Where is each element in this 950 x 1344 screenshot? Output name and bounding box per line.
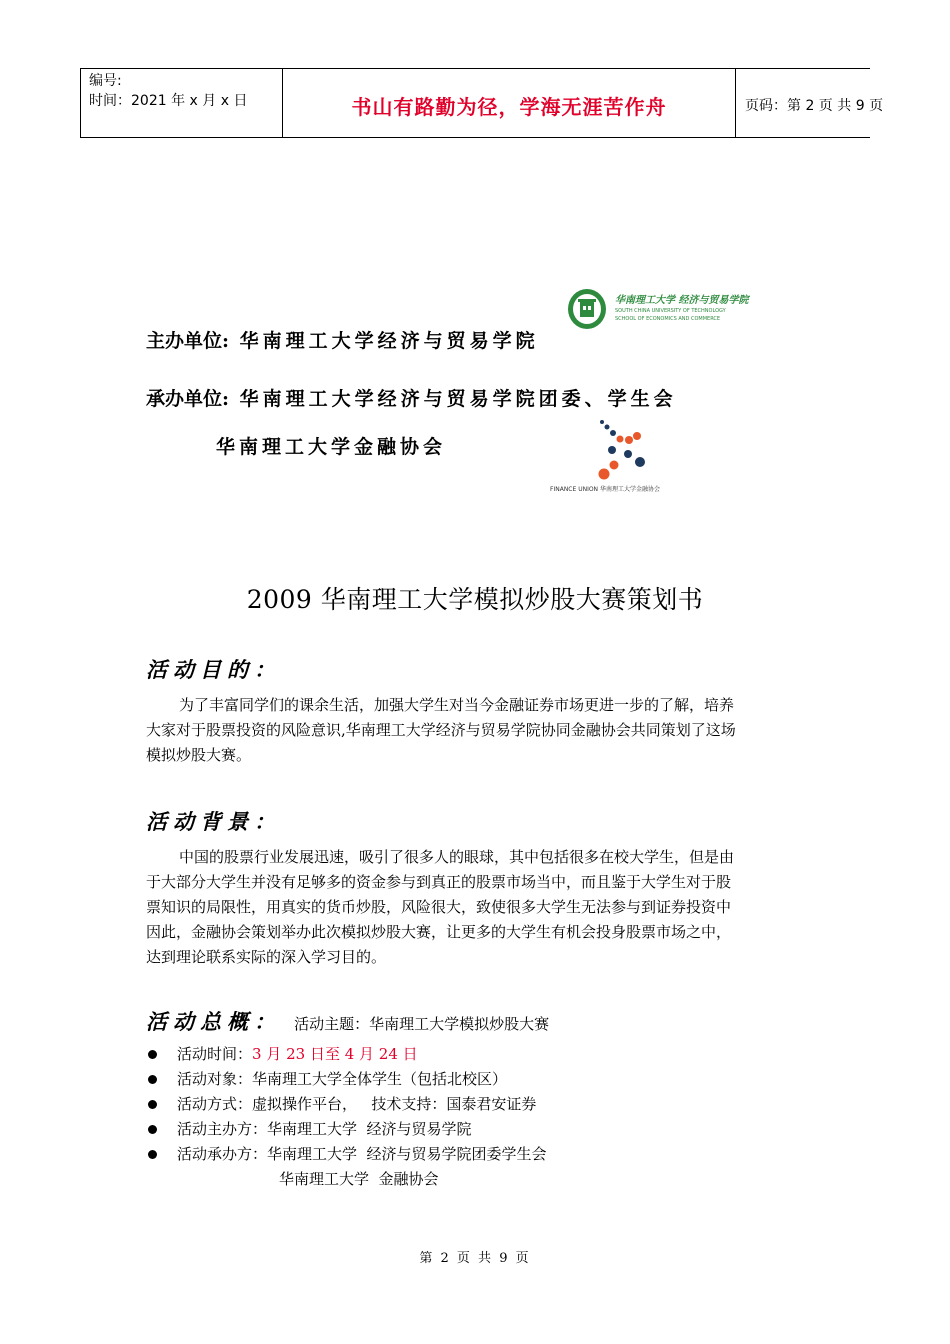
item-label: 活动对象：: [177, 1070, 253, 1088]
background-line-5: 达到理论联系实际的深入学习目的。: [146, 948, 387, 966]
school-emblem-icon: [567, 288, 607, 330]
item-label: 活动时间：: [177, 1045, 253, 1063]
co-host-line: [146, 384, 677, 411]
bullet-icon: [148, 1100, 157, 1109]
background-paragraph: [146, 845, 826, 970]
host-line: [146, 326, 539, 353]
header-meta-cell: [80, 69, 283, 137]
page-label: 页码：第 2 页 共 9 页: [745, 98, 884, 114]
host-label: 主办单位:: [146, 330, 230, 352]
page-header: [80, 68, 884, 138]
motto: 书山有路勤为径，学海无涯苦作舟: [351, 95, 667, 119]
page-footer: 第 2 页 共 9 页: [419, 1251, 531, 1266]
item-value: 华南理工大学 经济与贸易学院团委学生会: [267, 1145, 547, 1163]
host-name: 华南理工大学经济与贸易学院: [239, 330, 539, 352]
school-logo-cn: 华南理工大学 经济与贸易学院: [615, 295, 749, 306]
finance-logo-cn: 华南理工大学金融协会: [599, 486, 660, 493]
finance-logo-en: FINANCE UNION: [550, 486, 599, 493]
purpose-paragraph: [146, 693, 826, 768]
school-logo: [567, 288, 767, 332]
background-line-1: 中国的股票行业发展迅速，吸引了很多人的眼球，其中包括很多在校大学生，但是由: [179, 848, 735, 866]
co-host-name-1: 华南理工大学经济与贸易学院团委、学生会: [239, 388, 677, 410]
bullet-icon: [148, 1125, 157, 1134]
background-line-3: 票知识的局限性，用真实的货币炒股，风险很大，致使很多大学生无法参与到证券投资中: [146, 898, 732, 916]
background-heading: 活动背景：: [146, 809, 281, 834]
item-label: 活动承办方：: [177, 1145, 268, 1163]
item-value: 虚拟操作平台， 技术支持：国泰君安证券: [252, 1095, 537, 1113]
purpose-line-2: 大家对于股票投资的风险意识,华南理工大学经济与贸易学院协同金融协会共同策划了这场: [146, 721, 736, 739]
school-logo-en-1: SOUTH CHINA UNIVERSITY OF TECHNOLOGY: [615, 308, 726, 314]
school-logo-en-2: SCHOOL OF ECONOMICS AND COMMERCE: [615, 316, 721, 322]
overview-theme: 活动主题：华南理工大学模拟炒股大赛: [294, 1015, 550, 1033]
bullet-icon: [148, 1050, 157, 1059]
item-value: 华南理工大学 金融协会: [279, 1170, 439, 1188]
activity-date: 3 月 23 日至 4 月 24 日: [252, 1045, 418, 1063]
time-label: 时间：2021 年 x 月 x 日: [89, 93, 248, 109]
item-label: 活动方式：: [177, 1095, 253, 1113]
finance-logo: [550, 418, 660, 498]
item-label: 活动主办方：: [177, 1120, 268, 1138]
header-motto-cell: [282, 69, 736, 137]
purpose-line-3: 模拟炒股大赛。: [146, 746, 252, 764]
number-label: 编号:: [89, 73, 122, 89]
finance-dots-icon: [554, 418, 654, 484]
background-line-4: 因此，金融协会策划举办此次模拟炒股大赛，让更多的大学生有机会投身股票市场之中，: [146, 923, 732, 941]
header-page-cell: [735, 69, 884, 137]
co-host-name-2: 华南理工大学金融协会: [216, 436, 447, 458]
item-value: 华南理工大学全体学生（包括北校区）: [252, 1070, 508, 1088]
item-value: 华南理工大学 经济与贸易学院: [267, 1120, 472, 1138]
co-host-label: 承办单位:: [146, 388, 230, 410]
finance-logo-text: [550, 484, 660, 493]
overview-heading: 活动总概：: [146, 1009, 281, 1034]
document-title: 2009 华南理工大学模拟炒股大赛策划书: [246, 585, 704, 614]
overview-heading-line: [146, 1006, 549, 1036]
purpose-heading: 活动目的：: [146, 657, 281, 682]
background-line-2: 于大部分大学生并没有足够多的资金参与到真正的股票市场当中，而且鉴于大学生对于股: [146, 873, 732, 891]
bullet-icon: [148, 1075, 157, 1084]
purpose-line-1: 为了丰富同学们的课余生活，加强大学生对当今金融证券市场更进一步的了解，培养: [179, 696, 735, 714]
bullet-icon: [148, 1150, 157, 1159]
